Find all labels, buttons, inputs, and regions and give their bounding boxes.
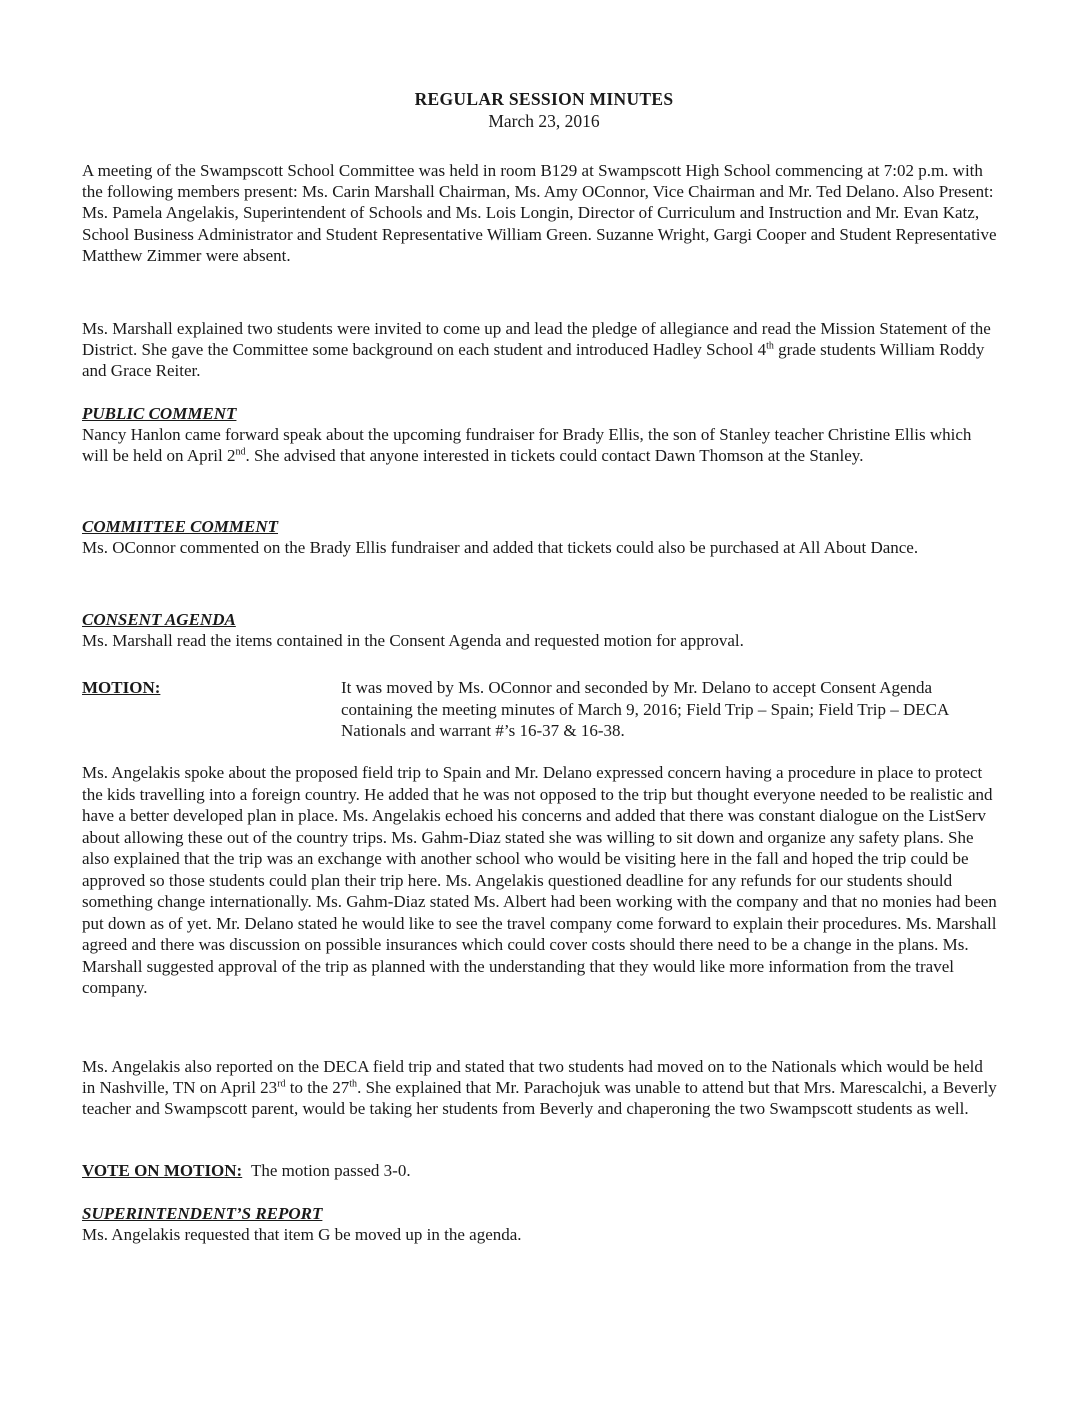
vote-result: The motion passed 3-0. [251,1161,411,1180]
motion-text: It was moved by Ms. OConnor and seconded by Mr. Delano to accept Consent Agenda containing the meeting minutes of March 9, 2016; Field Trip – Spain; Field Trip – DECA Nationals and warrant #’s 16-37 & 16-38. [341,678,949,740]
consent-agenda-paragraph: Ms. Marshall read the items contained in the Consent Agenda and requested motion for approval. [82,631,744,650]
public-comment-text-before: Nancy Hanlon came forward speak about the upcoming fundraiser for Brady Ellis, the son of Stanley teacher Christine Ellis which will be held on April 2 [82,425,972,466]
pledge-section [82,318,997,382]
public-comment-text-after: . She advised that anyone interested in tickets could contact Dawn Thomson at the Stanley. [245,446,864,466]
discussion-section [82,762,997,999]
consent-agenda-section [82,609,997,651]
committee-comment-heading: COMMITTEE COMMENT [82,517,279,536]
deca-section [82,1056,997,1120]
meeting-date: March 23, 2016 [488,111,600,131]
pledge-text-before: Ms. Marshall explained two students were invited to come up and lead the pledge of allegiance and read the Mission Statement of the District. She gave the Committee some background on each student and introduced Hadley School 4 [82,319,991,360]
public-comment-superscript: nd [235,446,246,458]
pledge-paragraph [82,318,997,382]
superintendent-report-section [82,1203,997,1245]
deca-text-1: Ms. Angelakis also reported on the DECA field trip and stated that two students had moved on to the Nationals which would be held in Nashville, TN on April 23 [82,1057,983,1098]
public-comment-paragraph [82,424,997,466]
deca-paragraph [82,1056,997,1120]
document-title: REGULAR SESSION MINUTES [414,89,674,109]
deca-text-3: . She explained that Mr. Parachojuk was unable to attend but that Mrs. Marescalchi, a Beverly teacher and Swampscott parent, would be taking her students from Beverly and chaperoning the two Swampscott students as well. [82,1078,997,1119]
superintendent-report-heading: SUPERINTENDENT’S REPORT [82,1204,323,1223]
motion-label: MOTION: [82,678,161,697]
intro-section [82,160,997,266]
consent-agenda-heading: CONSENT AGENDA [82,610,236,629]
document-header [0,88,1088,133]
deca-text-2: to the 27 [285,1078,350,1098]
discussion-paragraph: Ms. Angelakis spoke about the proposed field trip to Spain and Mr. Delano expressed concern having a procedure in place to protect the kids travelling into a foreign country. He added that he was not opposed to the trip but thought everyone needed to be realistic and have a better developed plan in place. Ms. Angelakis echoed his concerns and added that there was constant dialogue on the ListServ about allowing these out of the country trips. Ms. Gahm-Diaz stated she was willing to sit down and organize any safety plans. She also explained that the trip was an exchange with another school who would be visiting here in the fall and hoped the trip could be approved so those students could plan their trip here. Ms. Angelakis questioned deadline for any refunds for our students should something change internationally. Ms. Gahm-Diaz stated Ms. Albert had been working with the company and that no monies had been put down as of yet. Mr. Delano stated he would like to see the travel company come forward to explain their procedures. Ms. Marshall agreed and there was discussion on possible insurances which could cover costs should there need to be a change in the plans. Ms. Marshall suggested approval of the trip as planned with the understanding that they would like more information from the travel company. [82,763,997,997]
public-comment-heading: PUBLIC COMMENT [82,404,237,423]
deca-superscript-2: th [349,1078,358,1090]
superintendent-report-paragraph: Ms. Angelakis requested that item G be moved up in the agenda. [82,1225,522,1244]
pledge-text-after: grade students William Roddy and Grace Reiter. [82,340,985,381]
committee-comment-paragraph: Ms. OConnor commented on the Brady Ellis fundraiser and added that tickets could also be purchased at All About Dance. [82,538,919,557]
deca-superscript-1: rd [277,1078,286,1090]
public-comment-section [82,403,997,466]
committee-comment-section [82,516,997,558]
intro-paragraph: A meeting of the Swampscott School Committee was held in room B129 at Swampscott High School commencing at 7:02 p.m. with the following members present: Ms. Carin Marshall Chairman, Ms. Amy OConnor, Vice Chairman and Mr. Ted Delano. Also Present: Ms. Pamela Angelakis, Superintendent of Schools and Ms. Lois Longin, Director of Curriculum and Instruction and Mr. Evan Katz, School Business Administrator and Student Representative William Green. Suzanne Wright, Gargi Cooper and Student Representative Matthew Zimmer were absent. [82,161,997,265]
pledge-superscript: th [766,340,774,352]
vote-label: VOTE ON MOTION: [82,1161,243,1180]
